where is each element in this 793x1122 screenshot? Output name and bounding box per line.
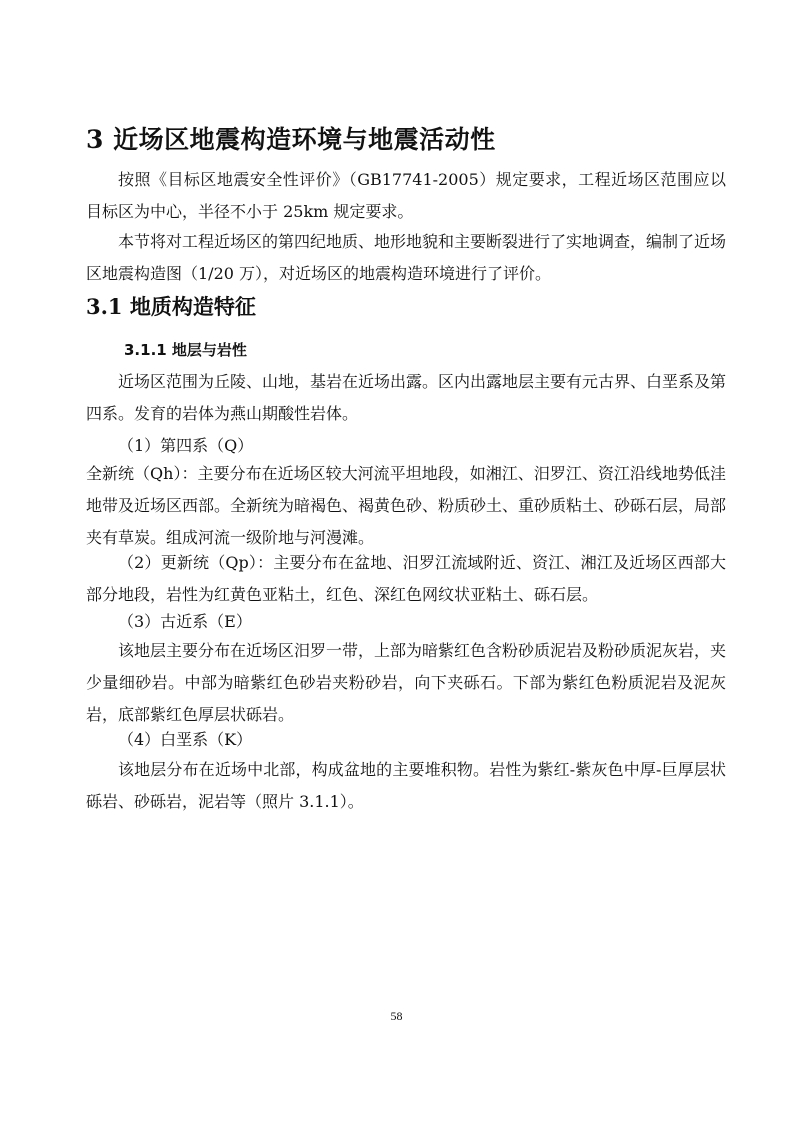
strata-overview-paragraph: 近场区范围为丘陵、山地，基岩在近场出露。区内出露地层主要有元古界、白垩系及第四系。发育的岩体为燕山期酸性岩体。 <box>86 372 727 423</box>
paleogene-paragraph: 该地层主要分布在近场区汨罗一带，上部为暗紫红色含粉砂质泥岩及粉砂质泥灰岩，夹少量细砂岩。中部为暗紫红色砂岩夹粉砂岩，向下夹砾石。下部为紫红色粉质泥岩及泥灰岩，底部紫红色厚层状砾岩。 <box>86 641 727 724</box>
page-number: 58 <box>390 1009 403 1023</box>
subsection-title: 3.1.1 地层与岩性 <box>124 341 247 359</box>
item-label-paleogene: （3）古近系（E） <box>118 612 252 631</box>
intro-paragraph-2: 本节将对工程近场区的第四纪地质、地形地貌和主要断裂进行了实地调查，编制了近场区地震构造图（1/20 万），对近场区的地震构造环境进行了评价。 <box>86 232 727 283</box>
chapter-title: 3 近场区地震构造环境与地震活动性 <box>86 125 496 154</box>
cretaceous-paragraph: 该地层分布在近场中北部，构成盆地的主要堆积物。岩性为紫红-紫灰色中厚-巨厚层状砾岩、砂砾岩，泥岩等（照片 3.1.1）。 <box>86 760 726 811</box>
item-label-cretaceous: （4）白垩系（K） <box>118 730 253 749</box>
intro-paragraph-1: 按照《目标区地震安全性评价》（GB17741-2005）规定要求，工程近场区范围应以目标区为中心，半径不小于 25km 规定要求。 <box>86 170 726 221</box>
holocene-paragraph: 全新统（Qh）：主要分布在近场区较大河流平坦地段，如湘江、汨罗江、资江沿线地势低洼地带及近场区西部。全新统为暗褐色、褐黄色砂、粉质砂土、重砂质粘土、砂砾石层，局部夹有草炭。组成河流一级阶地与河漫滩。 <box>86 464 727 547</box>
item-label-quaternary: （1）第四系（Q） <box>118 436 254 455</box>
pleistocene-paragraph: （2）更新统（Qp）：主要分布在盆地、汨罗江流域附近、资江、湘江及近场区西部大部分地段，岩性为红黄色亚粘土，红色、深红色网纹状亚粘土、砾石层。 <box>86 553 726 604</box>
section-title: 3.1 地质构造特征 <box>86 294 256 319</box>
